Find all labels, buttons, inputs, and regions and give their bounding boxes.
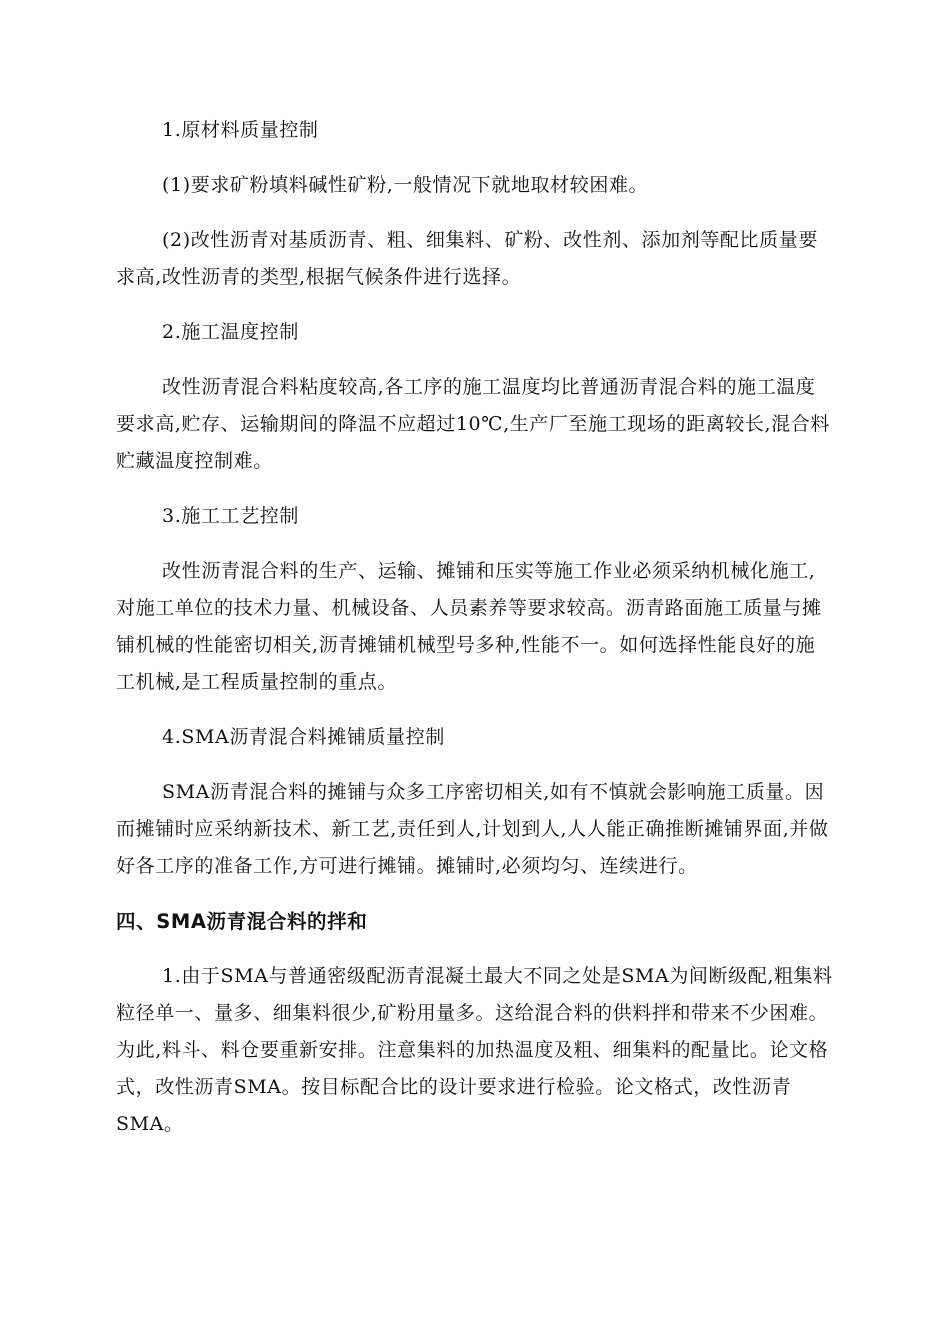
subheading-raw-material-quality: 1.原材料质量控制 (162, 119, 319, 141)
paragraph-sma-paving: SMA沥青混合料的摊铺与众多工序密切相关,如有不慎就会影响施工质量。因而摊铺时应采纳新技术、新工艺,责任到人,计划到人,人人能正确推断摊铺界面,并做好各工序的准备工作,方可进行摊铺。摊铺时,必须均匀、连续进行。 (116, 781, 829, 877)
subheading-construction-temperature: 2.施工温度控制 (162, 321, 299, 343)
section-heading-sma-mixing: 四、SMA沥青混合料的拌和 (116, 910, 368, 933)
subheading-construction-process: 3.施工工艺控制 (162, 505, 299, 527)
subheading-sma-paving-quality: 4.SMA沥青混合料摊铺质量控制 (162, 726, 445, 748)
paragraph-mineral-filler: (1)要求矿粉填料碱性矿粉,一般情况下就地取材较困难。 (162, 174, 649, 196)
paragraph-temperature-requirements: 改性沥青混合料粘度较高,各工序的施工温度均比普通沥青混合料的施工温度要求高,贮存、运输期间的降温不应超过10℃,生产厂至施工现场的距离较长,混合料贮藏温度控制难。 (116, 376, 830, 472)
document-page (116, 112, 834, 1161)
paragraph-mechanized-construction: 改性沥青混合料的生产、运输、摊铺和压实等施工作业必须采纳机械化施工,对施工单位的技术力量、机械设备、人员素养等要求较高。沥青路面施工质量与摊铺机械的性能密切相关,沥青摊铺机械型号多种,性能不一。如何选择性能良好的施工机械,是工程质量控制的重点。 (116, 560, 822, 693)
paragraph-sma-gradation: 1.由于SMA与普通密级配沥青混凝土最大不同之处是SMA为间断级配,粗集料粒径单一、量多、细集料很少,矿粉用量多。这给混合料的供料拌和带来不少困难。为此,料斗、料仓要重新安排。注意集料的加热温度及粗、细集料的配量比。论文格式，改性沥青SMA。按目标配合比的设计要求进行检验。论文格式，改性沥青SMA。 (116, 965, 833, 1135)
paragraph-modified-asphalt-ratio: (2)改性沥青对基质沥青、粗、细集料、矿粉、改性剂、添加剂等配比质量要求高,改性沥青的类型,根据气候条件进行选择。 (116, 229, 818, 288)
